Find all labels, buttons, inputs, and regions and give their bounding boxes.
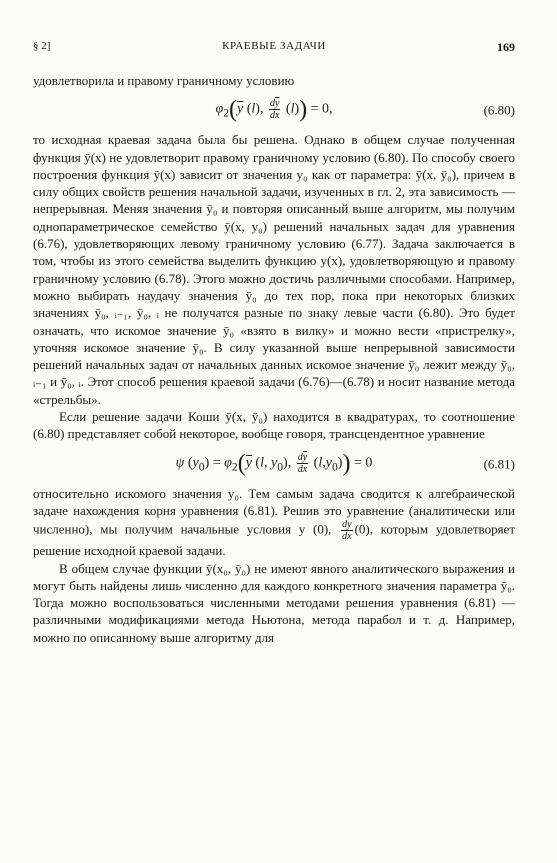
- inline-derivative: $\frac{dy}{dx}$: [342, 519, 352, 543]
- running-header: [33, 40, 515, 56]
- paragraph-lead: удовлетворила и правому граничному условию: [33, 73, 295, 88]
- running-title: КРАЕВЫЕ ЗАДАЧИ: [222, 40, 326, 52]
- paragraph-3: [33, 485, 515, 560]
- section-marker: § 2]: [33, 40, 51, 52]
- paragraph-3-end: (0), которым удовлетворяет решение исходной краевой задачи.: [33, 521, 516, 559]
- equation-6-80-formula: $\varphi_2(\overline{y}$ (l), $\frac{d\overline{y}}{dx}$ (l)) = 0,: [215, 96, 333, 123]
- page-body: [33, 72, 515, 646]
- equation-number: (6.81): [483, 455, 515, 471]
- paragraph-3-start: относительно искомого значения y₀. Тем самым задача сводится к алгебраической задаче нахождения корня уравнения (6.81). Решив это уравнение (аналитически или численно), мы получим начальные условия y (0),: [33, 485, 515, 537]
- equation-number: (6.80): [483, 102, 515, 118]
- equation-6-80: [33, 89, 515, 131]
- equation-6-81: [33, 443, 515, 485]
- paragraph-4: В общем случае функции ȳ(x₀, ȳ₀) не имеют явного аналитического выражения и могут быть найдены лишь численно для каждого конкретного значения параметра ȳ₀. Тогда можно воспользоваться численными методами решения уравнения (6.81) — различными модификациями метода Ньютона, метода парабол и т. д. Например, можно по описанному выше алгоритму для: [33, 560, 515, 645]
- page-number: 169: [497, 40, 515, 54]
- equation-6-81-formula: ψ $(y_0) = \varphi_2(\overline{y}$ (l, $y_0$), $\frac{d\overline{y}}{dx}$ $(l,y_0)) = 0$: [175, 450, 373, 477]
- paragraph-1: то исходная краевая задача была бы решена. Однако в общем случае полученная функция ȳ(x) не удовлетворит правому граничному условию (6.80). По способу своего построения функция ȳ(x) зависит от значения y₀ как от параметра: ȳ(x, ȳ₀), причем в силу общих свойств решения начальной задачи, изученных в гл. 2, эта зависимость — непрерывная. Меняя значения ȳ₀ и повторяя описанный выше алгоритм, мы получим однопараметрическое семейство ȳ(x, y₀) решений начальных задач для уравнения (6.76), удовлетворяющих левому граничному условию (6.77). Задача заключается в том, чтобы из этого семейства выделить функцию y(x), удовлетворяющую и правому граничному условию (6.78). Этого можно достичь различными способами. Например, можно выбирать наудачу значения ȳ₀ до тех пор, пока при некоторых близких значениях ȳ₀, ᵢ₋₁, ȳ₀, ᵢ не получатся разные по знаку левые части (6.80). Это будет означать, что искомое значение ȳ₀ «взято в вилку» и можно вести «пристрелку», уточняя искомое значение ȳ₀. В силу указанной выше непрерывной зависимости решений начальных задач от начальных данных искомое значение ȳ₀ лежит между ȳ₀, ᵢ₋₁ и ȳ₀, ᵢ. Этот способ решения краевой задачи (6.76)—(6.78) и носит название метода «стрельбы».: [33, 132, 515, 407]
- paragraph-2: Если решение задачи Коши ȳ(x, ȳ₀) находится в квадратурах, то соотношение (6.80) представляет собой некоторое, вообще говоря, трансцендентное уравнение: [33, 409, 515, 442]
